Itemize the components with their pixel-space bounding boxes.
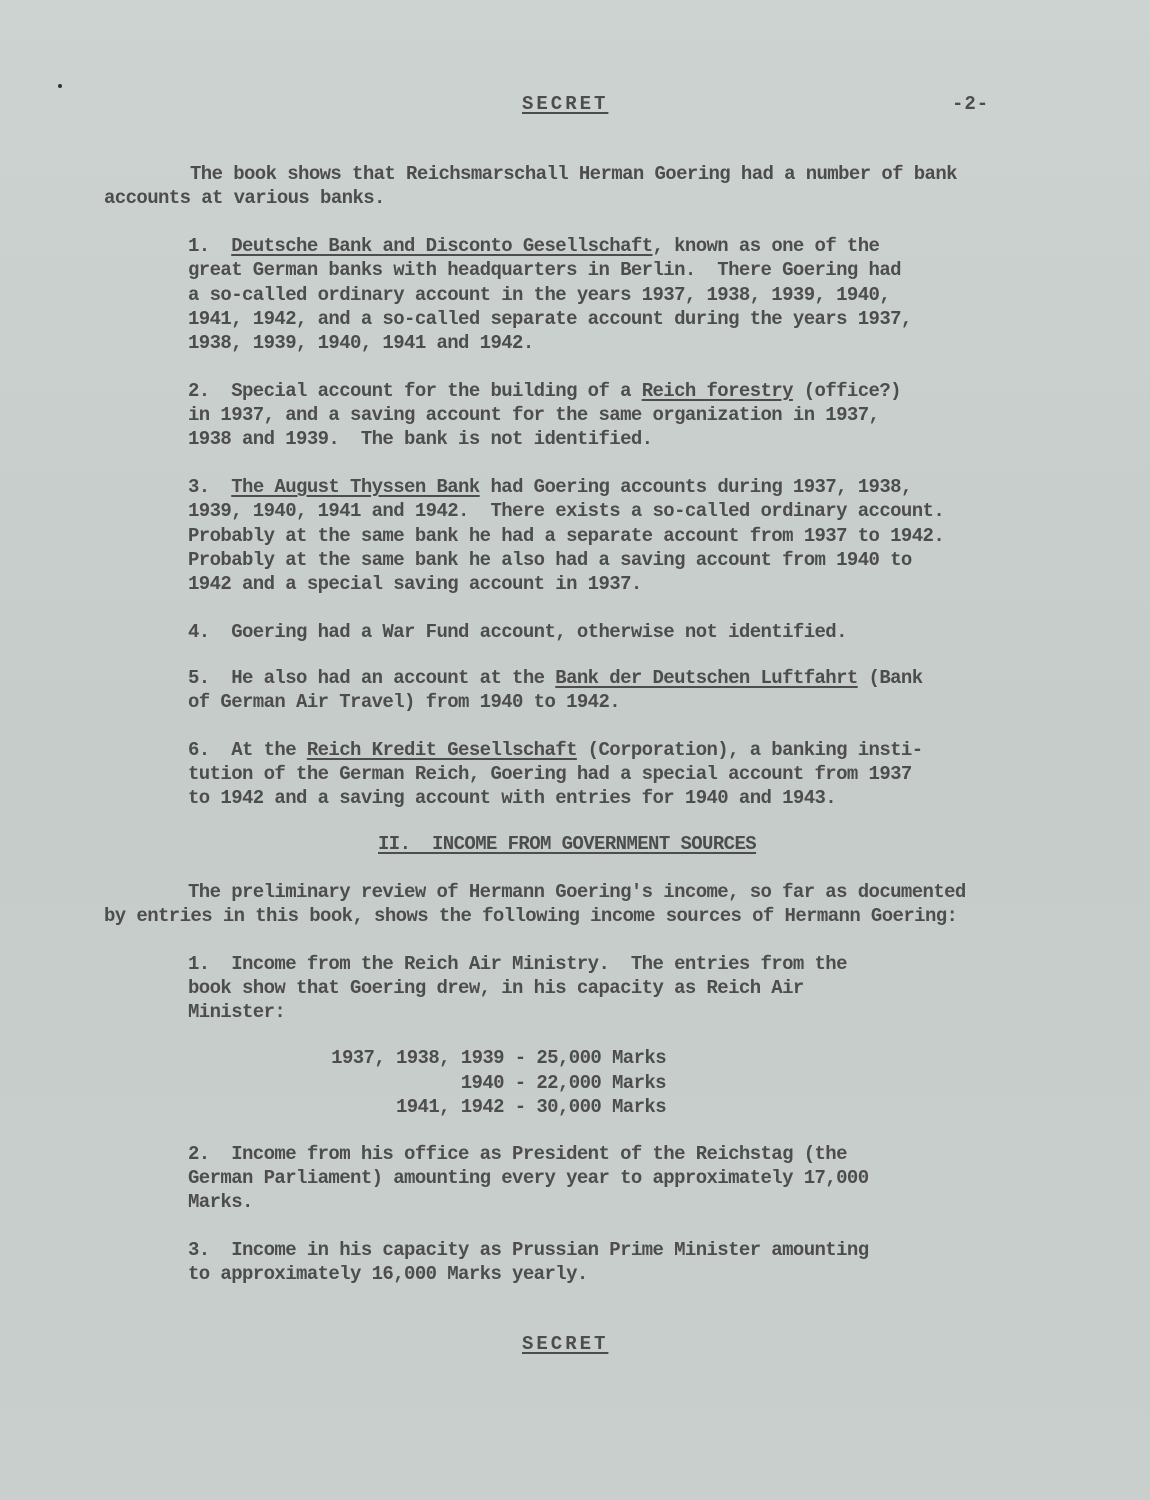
item-3-line: Probably at the same bank he had a separate account from 1937 to 1942. — [188, 525, 945, 547]
source-1-line: 1. Income from the Reich Air Ministry. The entries from the — [188, 953, 847, 975]
intro-line: accounts at various banks. — [104, 187, 385, 209]
item-3-line: Probably at the same bank he also had a saving account from 1940 to — [188, 549, 912, 571]
item-6-line: to 1942 and a saving account with entries for 1940 and 1943. — [188, 787, 837, 809]
item-1-number: 1. — [188, 235, 210, 257]
salary-line: 1937, 1938, 1939 - 25,000 Marks — [331, 1047, 666, 1069]
item-2-line: in 1937, and a saving account for the same organization in 1937, — [188, 404, 880, 426]
bank-name-deutsche-bank: Deutsche Bank and Disconto Gesellschaft — [231, 235, 653, 257]
item-1-first-line — [188, 234, 879, 258]
item-6-post: (Corporation), a banking insti- — [576, 739, 923, 761]
section-intro-line: The preliminary review of Hermann Goering's income, so far as documented — [188, 881, 966, 903]
salary-line: 1940 - 22,000 Marks — [460, 1072, 666, 1094]
item-2-first-line — [188, 379, 901, 403]
reich-forestry: Reich forestry — [641, 380, 793, 402]
intro-line: The book shows that Reichsmarschall Herman Goering had a number of bank — [190, 163, 957, 185]
source-1-line: book show that Goering drew, in his capacity as Reich Air — [188, 977, 804, 999]
salary-line: 1941, 1942 - 30,000 Marks — [395, 1096, 666, 1118]
item-1-line: great German banks with headquarters in Berlin. There Goering had — [188, 259, 901, 281]
footer-classification: SECRET — [522, 1333, 609, 1355]
bank-name-august-thyssen: The August Thyssen Bank — [231, 476, 480, 498]
item-3-line: 1942 and a special saving account in 1937. — [188, 573, 642, 595]
page-number: -2- — [952, 93, 990, 115]
section-intro-line: by entries in this book, shows the following income sources of Hermann Goering: — [104, 905, 958, 927]
item-2-pre: 2. Special account for the building of a — [188, 380, 642, 402]
item-1-line: a so-called ordinary account in the years 1937, 1938, 1939, 1940, — [188, 284, 891, 306]
item-3-first-line — [188, 475, 912, 499]
item-2-post: (office?) — [792, 380, 901, 402]
item-3-rest: had Goering accounts during 1937, 1938, — [479, 476, 912, 498]
item-1-line: 1941, 1942, and a so-called separate account during the years 1937, — [188, 308, 912, 330]
item-6-first-line — [188, 738, 923, 762]
source-2-line: Marks. — [188, 1191, 253, 1213]
source-3-line: to approximately 16,000 Marks yearly. — [188, 1263, 588, 1285]
item-5-line: of German Air Travel) from 1940 to 1942. — [188, 691, 621, 713]
section-heading: II. INCOME FROM GOVERNMENT SOURCES — [378, 833, 757, 855]
source-1-line: Minister: — [188, 1001, 286, 1023]
item-3-number: 3. — [188, 476, 210, 498]
bank-name-luftfahrt: Bank der Deutschen Luftfahrt — [555, 667, 858, 689]
item-1-line: 1938, 1939, 1940, 1941 and 1942. — [188, 332, 534, 354]
bank-name-reich-kredit: Reich Kredit Gesellschaft — [306, 739, 577, 761]
source-2-line: German Parliament) amounting every year to approximately 17,000 — [188, 1167, 869, 1189]
ink-speck — [58, 84, 62, 88]
header-classification: SECRET — [522, 93, 609, 115]
item-2-line: 1938 and 1939. The bank is not identified. — [188, 428, 653, 450]
item-6-pre: 6. At the — [188, 739, 307, 761]
item-5-first-line — [188, 666, 923, 690]
item-3-line: 1939, 1940, 1941 and 1942. There exists a so-called ordinary account. — [188, 500, 945, 522]
source-3-line: 3. Income in his capacity as Prussian Prime Minister amounting — [188, 1239, 869, 1261]
item-1-rest: , known as one of the — [652, 235, 880, 257]
item-5-pre: 5. He also had an account at the — [188, 667, 556, 689]
source-2-line: 2. Income from his office as President of the Reichstag (the — [188, 1143, 847, 1165]
item-4-line: 4. Goering had a War Fund account, otherwise not identified. — [188, 621, 847, 643]
item-6-line: tution of the German Reich, Goering had a special account from 1937 — [188, 763, 912, 785]
item-5-post: (Bank — [857, 667, 923, 689]
